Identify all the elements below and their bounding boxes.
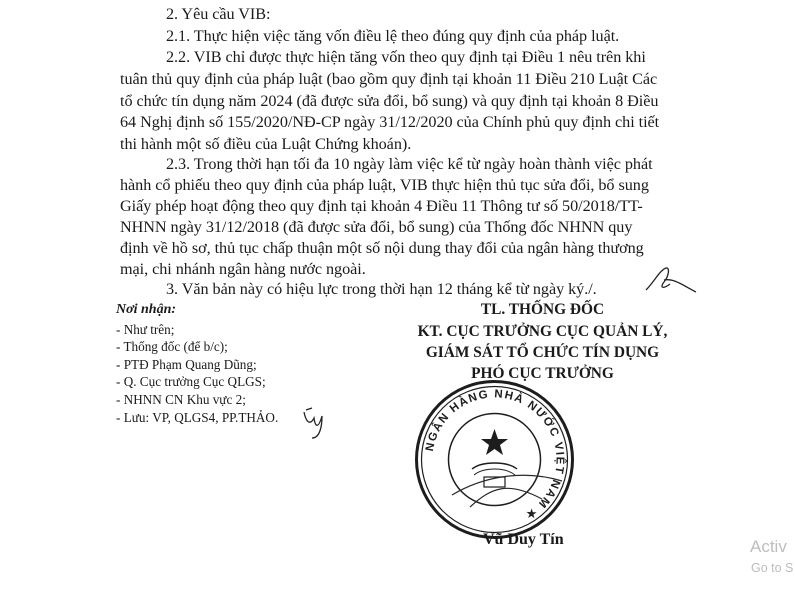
clause-2-3-line-2: hành cổ phiếu theo quy định của pháp luật, VIB thực hiện thủ tục sửa đổi, bổ sung bbox=[120, 176, 649, 194]
recipient-item: - NHNN CN Khu vực 2; bbox=[116, 391, 246, 407]
initial-paraph-icon bbox=[640, 262, 700, 296]
clause-2-3-line-6: mại, chi nhánh ngân hàng nước ngoài. bbox=[120, 260, 366, 278]
clause-2-2-line-4: 64 Nghị định số 155/2020/NĐ-CP ngày 31/12/2020 của Chính phủ quy định chi tiết bbox=[120, 113, 660, 131]
clause-2-2-line-2: tuân thủ quy định của pháp luật (bao gồm quy định tại khoản 11 Điều 210 Luật Các bbox=[120, 70, 658, 88]
activation-watermark-hint: Go to S bbox=[751, 561, 794, 575]
clause-2-1: 2.1. Thực hiện việc tăng vốn điều lệ theo đúng quy định của pháp luật. bbox=[166, 27, 620, 45]
activation-watermark-title: Activ bbox=[750, 537, 787, 556]
signature-title-line-3: GIÁM SÁT TỔ CHỨC TÍN DỤNG bbox=[425, 344, 660, 361]
svg-text:NGÂN HÀNG NHÀ NƯỚC VIỆT NAM ★: NGÂN HÀNG NHÀ NƯỚC VIỆT NAM ★ bbox=[423, 388, 566, 522]
recipient-item: - PTĐ Phạm Quang Dũng; bbox=[116, 356, 257, 372]
clause-2-2-line-1: 2.2. VIB chỉ được thực hiện tăng vốn theo quy định tại Điều 1 nêu trên khi bbox=[166, 48, 646, 66]
clause-2-3-line-5: định về hồ sơ, thủ tục chấp thuận một số nội dung thay đổi của ngân hàng thương bbox=[120, 239, 644, 257]
section-3-line: 3. Văn bản này có hiệu lực trong thời hạn 12 tháng kể từ ngày ký./. bbox=[166, 280, 597, 298]
handwritten-initial-icon bbox=[300, 404, 336, 442]
section-2-heading: 2. Yêu cầu VIB: bbox=[166, 5, 271, 23]
signature-title-line-1: TL. THỐNG ĐỐC bbox=[480, 301, 605, 318]
recipient-item: - Lưu: VP, QLGS4, PP.THẢO. bbox=[116, 409, 279, 425]
clause-2-2-line-5: thi hành một số điều của Luật Chứng khoán). bbox=[120, 135, 412, 153]
official-seal-icon bbox=[412, 377, 577, 542]
recipient-item: - Như trên; bbox=[116, 321, 175, 337]
clause-2-3-line-3: Giấy phép hoạt động theo quy định tại khoản 4 Điều 11 Thông tư số 50/2018/TT- bbox=[120, 197, 643, 215]
recipient-item: - Thống đốc (để b/c); bbox=[116, 339, 228, 355]
signature-title-line-4: PHÓ CỤC TRƯỞNG bbox=[471, 365, 614, 382]
clause-2-2-line-3: tổ chức tín dụng năm 2024 (đã được sửa đổi, bổ sung) và quy định tại khoản 8 Điều bbox=[120, 92, 659, 110]
clause-2-3-line-1: 2.3. Trong thời hạn tối đa 10 ngày làm việc kể từ ngày hoàn thành việc phát bbox=[166, 155, 653, 173]
signature-title-line-2: KT. CỤC TRƯỞNG CỤC QUẢN LÝ, bbox=[417, 323, 668, 340]
signer-name: Vũ Duy Tín bbox=[483, 531, 564, 548]
recipients-block bbox=[116, 301, 278, 426]
recipients-heading: Nơi nhận: bbox=[116, 302, 177, 317]
clause-2-3-line-4: NHNN ngày 31/12/2018 (đã được sửa đổi, bổ sung) của Thống đốc NHNN quy bbox=[120, 218, 633, 236]
recipient-item: - Q. Cục trưởng Cục QLGS; bbox=[116, 374, 266, 390]
